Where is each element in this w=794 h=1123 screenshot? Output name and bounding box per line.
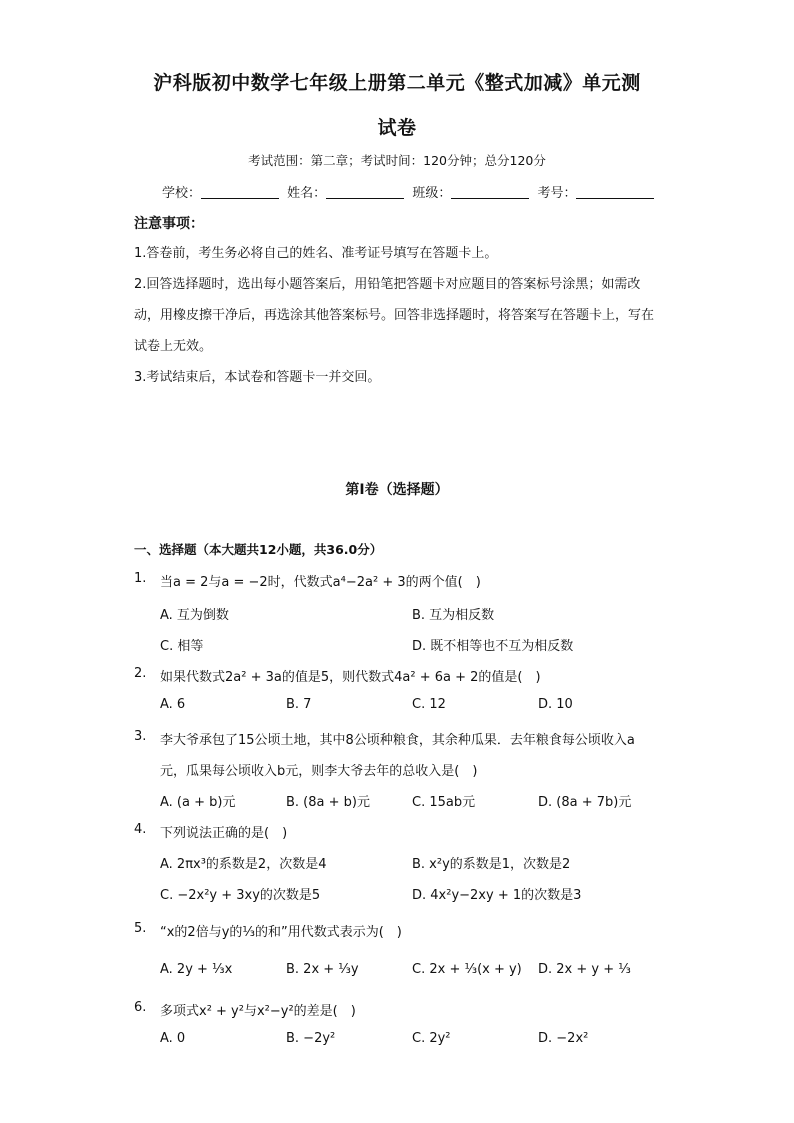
question-stem: 当a = 2与a = −2时，代数式a⁴−2a² + 3的两个值( ) bbox=[160, 575, 481, 590]
option-c: C. 2x + ⅓(x + y) bbox=[412, 962, 522, 977]
question-number: 1. bbox=[134, 571, 147, 586]
option-a: A. 互为倒数 bbox=[160, 608, 229, 623]
class-blank bbox=[451, 186, 529, 199]
notice-2: 2.回答选择题时，选出每小题答案后，用铅笔把答题卡对应题目的答案标号涂黑；如需改动，用橡皮擦干净后，再选涂其他答案标号。回答非选择题时，将答案写在答题卡上，写在试卷上无效。 bbox=[134, 277, 655, 354]
option-b: B. (8a + b)元 bbox=[286, 795, 370, 810]
school-blank bbox=[201, 186, 279, 199]
option-c: C. −2x²y + 3xy的次数是5 bbox=[160, 888, 321, 903]
class-label: 班级： bbox=[412, 186, 452, 201]
exam-number-blank bbox=[576, 186, 654, 199]
question-number: 5. bbox=[134, 921, 147, 936]
option-c: C. 2y² bbox=[412, 1031, 451, 1046]
question-stem: 下列说法正确的是( ) bbox=[160, 826, 288, 841]
exam-title-line2: 试卷 bbox=[377, 117, 417, 139]
question-number: 3. bbox=[134, 729, 147, 744]
option-c: C. 12 bbox=[412, 697, 446, 712]
option-a: A. 0 bbox=[160, 1031, 186, 1046]
option-c: C. 相等 bbox=[160, 639, 204, 654]
question-stem-line1: 李大爷承包了15公顷土地，其中8公顷种粮食，其余种瓜果．去年粮食每公顷收入a bbox=[160, 733, 635, 748]
question-stem: 多项式x² + y²与x²−y²的差是( ) bbox=[160, 1004, 356, 1019]
option-d: D. 4x²y−2xy + 1的次数是3 bbox=[412, 888, 582, 903]
question-stem: 如果代数式2a² + 3a的值是5，则代数式4a² + 6a + 2的值是( ) bbox=[160, 670, 541, 685]
option-b: B. 7 bbox=[286, 697, 312, 712]
name-blank bbox=[326, 186, 404, 199]
notice-1: 1.答卷前，考生务必将自己的姓名、准考证号填写在答题卡上。 bbox=[134, 246, 498, 261]
question-number: 2. bbox=[134, 666, 147, 681]
option-d: D. −2x² bbox=[538, 1031, 589, 1046]
notice-3: 3.考试结束后，本试卷和答题卡一并交回。 bbox=[134, 370, 381, 385]
section-title: 一、选择题（本大题共12小题，共36.0分） bbox=[134, 542, 383, 557]
option-b: B. 2x + ⅓y bbox=[286, 962, 359, 977]
name-label: 姓名： bbox=[287, 186, 327, 201]
option-a: A. (a + b)元 bbox=[160, 795, 236, 810]
student-info-row bbox=[162, 182, 658, 201]
option-d: D. 既不相等也不互为相反数 bbox=[412, 639, 574, 654]
question-number: 6. bbox=[134, 1000, 147, 1015]
option-c: C. 15ab元 bbox=[412, 795, 476, 810]
exam-title-line1: 沪科版初中数学七年级上册第二单元《整式加减》单元测 bbox=[153, 72, 641, 94]
option-d: D. (8a + 7b)元 bbox=[538, 795, 632, 810]
exam-number-label: 考号： bbox=[537, 186, 577, 201]
exam-meta: 考试范围：第二章；考试时间：120分钟；总分120分 bbox=[248, 153, 546, 168]
option-a: A. 6 bbox=[160, 697, 186, 712]
school-label: 学校： bbox=[162, 186, 202, 201]
option-d: D. 10 bbox=[538, 697, 573, 712]
option-b: B. x²y的系数是1，次数是2 bbox=[412, 857, 571, 872]
question-stem-line2: 元，瓜果每公顷收入b元，则李大爷去年的总收入是( ) bbox=[160, 764, 478, 779]
option-d: D. 2x + y + ⅓ bbox=[538, 962, 631, 977]
question-number: 4. bbox=[134, 822, 147, 837]
option-b: B. −2y² bbox=[286, 1031, 336, 1046]
option-b: B. 互为相反数 bbox=[412, 608, 495, 623]
part-title: 第I卷（选择题） bbox=[345, 482, 449, 498]
option-a: A. 2y + ⅓x bbox=[160, 962, 233, 977]
option-a: A. 2πx³的系数是2，次数是4 bbox=[160, 857, 327, 872]
notice-heading: 注意事项： bbox=[134, 216, 204, 232]
question-stem: “x的2倍与y的⅓的和”用代数式表示为( ) bbox=[160, 925, 402, 940]
